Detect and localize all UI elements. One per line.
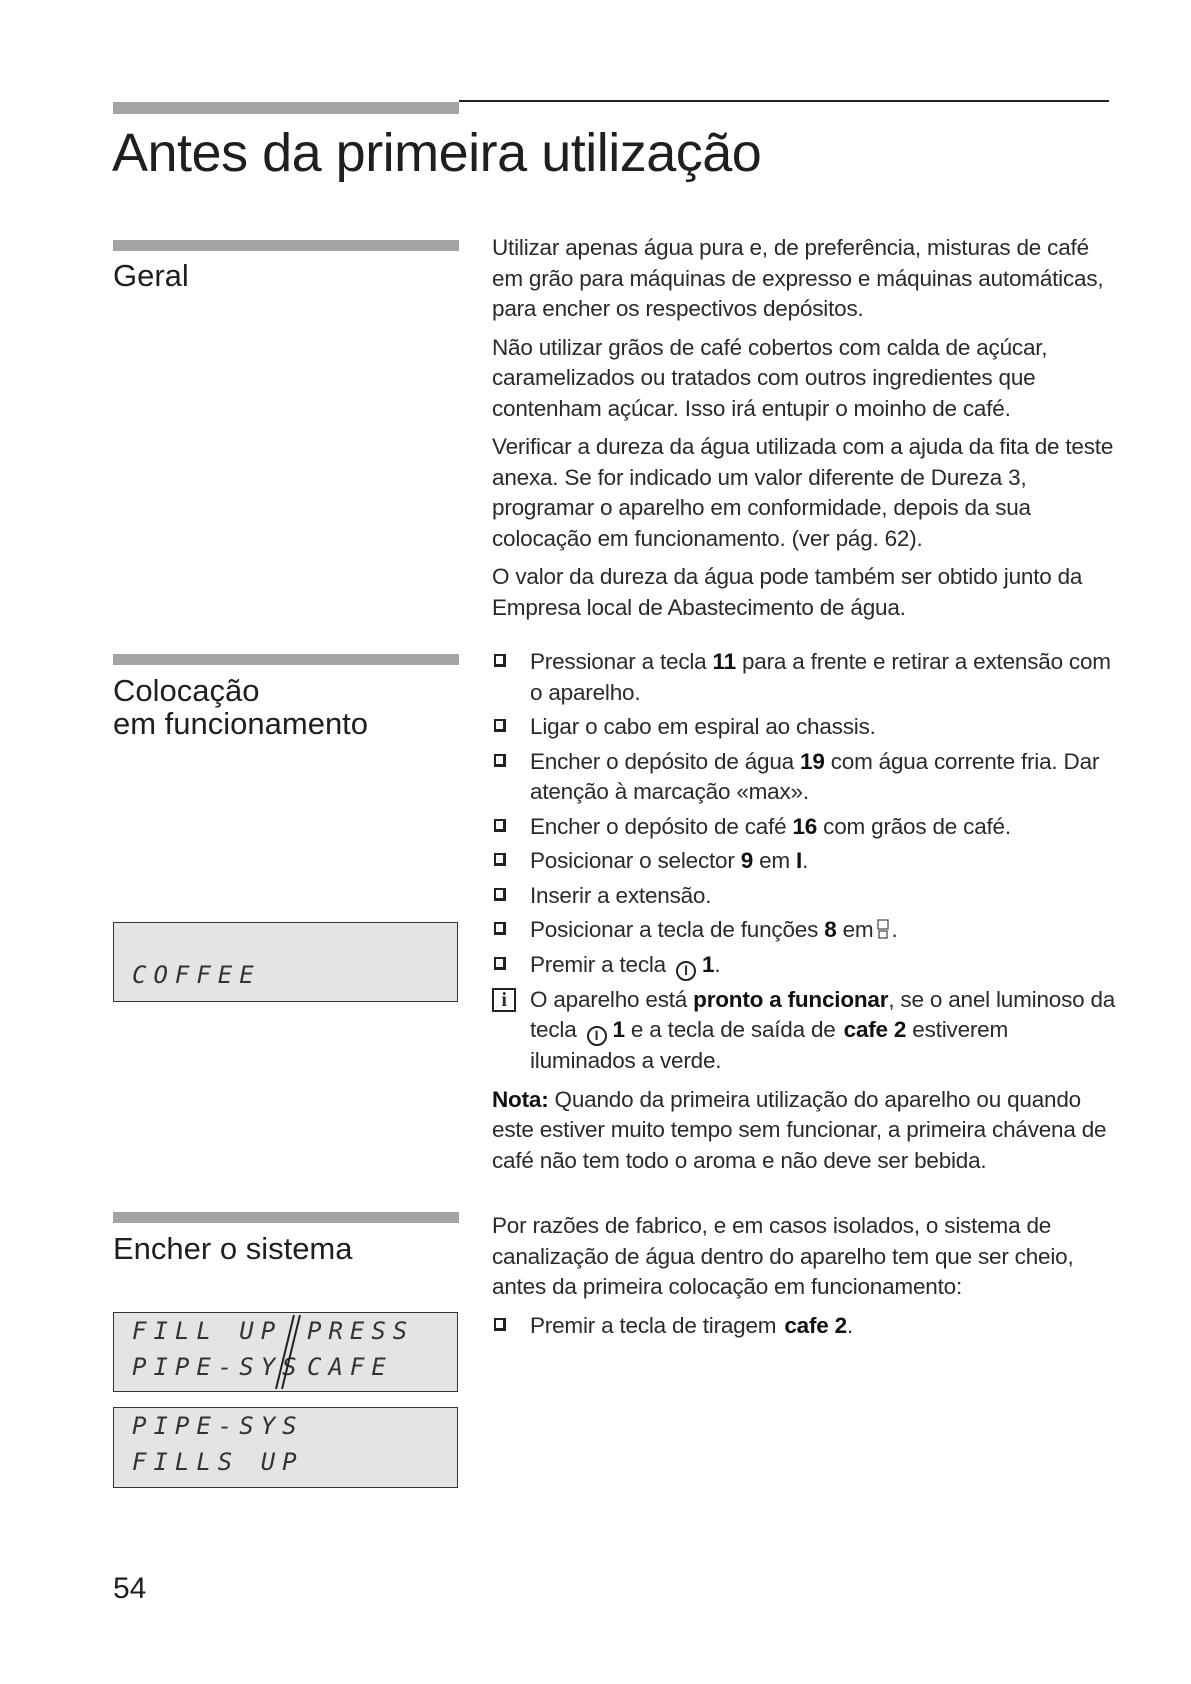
checkbox-bullet-icon (494, 957, 506, 970)
checkbox-bullet-icon (494, 888, 506, 901)
lcd-display-filling (113, 1407, 458, 1488)
info-icon: i (492, 988, 516, 1012)
section-rule-encher (113, 1212, 459, 1223)
checkbox-bullet-icon (494, 1318, 506, 1331)
heading-line: Colocação (113, 673, 260, 708)
heading-line: em funcionamento (113, 706, 369, 741)
list-item: Encher o depósito de água 19 com água corrente fria. Dar atenção à marcação «max». (492, 747, 1116, 808)
list-item: Posicionar a tecla de funções 8 em . (492, 915, 1116, 946)
lcd-text: COFFEE (132, 961, 261, 989)
checkbox-bullet-icon (494, 853, 506, 866)
checkbox-bullet-icon (494, 922, 506, 935)
lcd-text: PIPE-SYS (132, 1353, 304, 1381)
lcd-display-coffee (113, 922, 458, 1002)
paragraph: Verificar a dureza da água utilizada com a ajuda da fita de teste anexa. Se for indicado um valor diferente de Dureza 3, programar o aparelho em conformidade, depois da sua colocação em funcionamento. (ver pág. 62). (492, 434, 1114, 551)
colocacao-text (492, 647, 1116, 1184)
header-rule-thin (459, 100, 1109, 102)
list-item: Posicionar o selector 9 em I. (492, 846, 1116, 877)
paragraph: Utilizar apenas água pura e, de preferência, misturas de café em grão para máquinas de expresso e máquinas automáticas, para encher os respectivos depósitos. (492, 235, 1104, 321)
step-list (492, 1311, 1116, 1342)
lcd-text: PIPE-SYS (132, 1412, 304, 1440)
list-item: Encher o depósito de café 16 com grãos de café. (492, 812, 1116, 843)
section-heading-geral: Geral (113, 258, 189, 293)
cafe-key-label: cafe (843, 1017, 888, 1042)
checkbox-bullet-icon (494, 819, 506, 832)
paragraph: Não utilizar grãos de café cobertos com calda de açúcar, caramelizados ou tratados com outros ingredientes que contenham açúcar. Isso irá entupir o moinho de café. (492, 334, 1048, 421)
power-key-icon: I (587, 1026, 607, 1046)
lcd-text: FILLS UP (132, 1448, 304, 1476)
note-paragraph: Nota: Quando da primeira utilização do aparelho ou quando este estiver muito tempo sem funcionar, a primeira chávena de café não tem todo o aroma e não deve ser bebida. (492, 1086, 1107, 1173)
paragraph: Por razões de fabrico, e em casos isolados, o sistema de canalização de água dentro do aparelho tem que ser cheio, antes da primeira colocação em funcionamento: (492, 1213, 1074, 1299)
page-number: 54 (113, 1572, 147, 1605)
lcd-text: PRESS (307, 1317, 415, 1345)
list-item: Pressionar a tecla 11 para a frente e retirar a extensão com o aparelho. (492, 647, 1116, 708)
section-heading-encher: Encher o sistema (113, 1231, 353, 1266)
paragraph: O valor da dureza da água pode também ser obtido junto da Empresa local de Abastecimento de água. (492, 564, 1083, 620)
list-item: Premir a tecla de tiragem cafe 2. (492, 1311, 1116, 1342)
list-item: Ligar o cabo em espiral ao chassis. (492, 712, 1116, 743)
section-rule-geral (113, 240, 459, 251)
page-title: Antes da primeira utilização (112, 123, 762, 183)
info-note: i O aparelho está pronto a funcionar, se o anel luminoso da tecla I 1 e a tecla de saída de cafe 2 estiverem iluminados a verde. (492, 985, 1116, 1077)
lcd-text: FILL UP (132, 1317, 283, 1345)
checkbox-bullet-icon (494, 754, 506, 767)
section-rule-colocacao (113, 654, 459, 665)
cup-icon (877, 919, 889, 939)
power-key-icon: I (676, 961, 696, 981)
step-list (492, 647, 1116, 981)
cafe-key-label: cafe (784, 1312, 829, 1338)
geral-text (492, 233, 1116, 631)
section-heading-colocacao (113, 674, 368, 740)
list-item: Premir a tecla I 1. (492, 950, 1116, 981)
lcd-display-fill-prompt (113, 1312, 458, 1392)
checkbox-bullet-icon (494, 654, 506, 667)
lcd-separator (264, 1313, 304, 1391)
lcd-text: CAFE (307, 1353, 393, 1381)
list-item: Inserir a extensão. (492, 881, 1116, 912)
header-rule-thick (113, 102, 459, 114)
checkbox-bullet-icon (494, 719, 506, 732)
encher-text (492, 1211, 1116, 1345)
